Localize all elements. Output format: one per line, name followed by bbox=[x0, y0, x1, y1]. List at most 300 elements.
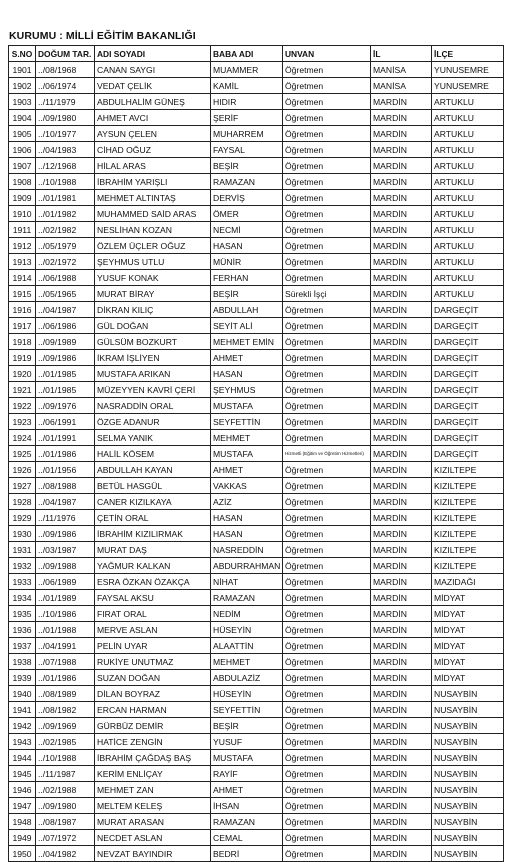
cell-sno: 1927 bbox=[9, 478, 36, 494]
cell-sno: 1922 bbox=[9, 398, 36, 414]
cell-title: Öğretmen bbox=[283, 78, 371, 94]
cell-sno: 1918 bbox=[9, 334, 36, 350]
cell-sno: 1901 bbox=[9, 62, 36, 78]
cell-sno: 1946 bbox=[9, 782, 36, 798]
cell-father-name: SEYFETTİN bbox=[211, 414, 283, 430]
cell-birth-date: ../10/1988 bbox=[36, 750, 95, 766]
institution-title: KURUMU : MİLLİ EĞİTİM BAKANLIĞI bbox=[9, 30, 196, 42]
cell-district: DARGEÇİT bbox=[432, 398, 504, 414]
cell-full-name: İBRAHİM ÇAĞDAŞ BAŞ bbox=[95, 750, 211, 766]
cell-full-name: ŞEYHMUS UTLU bbox=[95, 254, 211, 270]
cell-district: YUNUSEMRE bbox=[432, 62, 504, 78]
cell-birth-date: ../04/1991 bbox=[36, 638, 95, 654]
cell-sno: 1903 bbox=[9, 94, 36, 110]
cell-birth-date: ../11/1976 bbox=[36, 510, 95, 526]
cell-title: Öğretmen bbox=[283, 158, 371, 174]
cell-birth-date: ../11/1987 bbox=[36, 766, 95, 782]
cell-title: Öğretmen bbox=[283, 574, 371, 590]
cell-district: ARTUKLU bbox=[432, 110, 504, 126]
cell-father-name: ABDULAZİZ bbox=[211, 670, 283, 686]
cell-father-name: RAMAZAN bbox=[211, 590, 283, 606]
cell-birth-date: ../09/1989 bbox=[36, 334, 95, 350]
cell-province: MARDİN bbox=[371, 382, 432, 398]
cell-district: MİDYAT bbox=[432, 654, 504, 670]
cell-birth-date: ../02/1988 bbox=[36, 782, 95, 798]
cell-district: ARTUKLU bbox=[432, 158, 504, 174]
cell-title: Öğretmen bbox=[283, 62, 371, 78]
table-row bbox=[9, 430, 504, 446]
cell-father-name: DERVİŞ bbox=[211, 190, 283, 206]
cell-full-name: MEHMET ZAN bbox=[95, 782, 211, 798]
table-row bbox=[9, 158, 504, 174]
cell-province: MARDİN bbox=[371, 302, 432, 318]
cell-birth-date: ../02/1985 bbox=[36, 734, 95, 750]
cell-father-name: AHMET bbox=[211, 782, 283, 798]
cell-title: Öğretmen bbox=[283, 270, 371, 286]
cell-birth-date: ../01/1985 bbox=[36, 366, 95, 382]
cell-sno: 1905 bbox=[9, 126, 36, 142]
table-row bbox=[9, 478, 504, 494]
cell-full-name: HATİCE ZENGİN bbox=[95, 734, 211, 750]
cell-birth-date: ../01/1988 bbox=[36, 622, 95, 638]
cell-sno: 1923 bbox=[9, 414, 36, 430]
cell-province: MARDİN bbox=[371, 558, 432, 574]
cell-full-name: ESRA ÖZKAN ÖZAKÇA bbox=[95, 574, 211, 590]
table-header-row bbox=[9, 46, 504, 62]
cell-title: Sürekli İşçi bbox=[283, 286, 371, 302]
cell-sno: 1930 bbox=[9, 526, 36, 542]
cell-district: ARTUKLU bbox=[432, 254, 504, 270]
cell-birth-date: ../01/1981 bbox=[36, 190, 95, 206]
table-row bbox=[9, 574, 504, 590]
cell-birth-date: ../04/1987 bbox=[36, 494, 95, 510]
cell-province: MARDİN bbox=[371, 654, 432, 670]
cell-sno: 1938 bbox=[9, 654, 36, 670]
cell-province: MARDİN bbox=[371, 158, 432, 174]
cell-father-name: AHMET bbox=[211, 462, 283, 478]
cell-full-name: DİKRAN KILIÇ bbox=[95, 302, 211, 318]
cell-father-name: AHMET bbox=[211, 350, 283, 366]
cell-sno: 1934 bbox=[9, 590, 36, 606]
cell-title: Öğretmen bbox=[283, 382, 371, 398]
cell-province: MARDİN bbox=[371, 286, 432, 302]
column-header-birth-date: DOĞUM TAR. bbox=[36, 46, 95, 62]
cell-title: Öğretmen bbox=[283, 654, 371, 670]
table-row bbox=[9, 286, 504, 302]
cell-father-name: ŞEYHMUS bbox=[211, 382, 283, 398]
cell-title: Öğretmen bbox=[283, 302, 371, 318]
cell-district: MİDYAT bbox=[432, 606, 504, 622]
cell-father-name: BEDRİ bbox=[211, 846, 283, 862]
cell-sno: 1908 bbox=[9, 174, 36, 190]
cell-birth-date: ../01/1986 bbox=[36, 670, 95, 686]
cell-province: MARDİN bbox=[371, 222, 432, 238]
cell-title: Öğretmen bbox=[283, 622, 371, 638]
cell-full-name: MELTEM KELEŞ bbox=[95, 798, 211, 814]
cell-title: Öğretmen bbox=[283, 702, 371, 718]
cell-district: DARGEÇİT bbox=[432, 350, 504, 366]
cell-title: Öğretmen bbox=[283, 510, 371, 526]
cell-district: ARTUKLU bbox=[432, 126, 504, 142]
table-row bbox=[9, 702, 504, 718]
cell-title: Öğretmen bbox=[283, 398, 371, 414]
cell-province: MARDİN bbox=[371, 254, 432, 270]
cell-full-name: GÜRBÜZ DEMİR bbox=[95, 718, 211, 734]
cell-birth-date: ../01/1956 bbox=[36, 462, 95, 478]
cell-title: Öğretmen bbox=[283, 366, 371, 382]
table-row bbox=[9, 814, 504, 830]
cell-birth-date: ../08/1968 bbox=[36, 62, 95, 78]
cell-district: DARGEÇİT bbox=[432, 302, 504, 318]
cell-full-name: ABDULHALİM GÜNEŞ bbox=[95, 94, 211, 110]
cell-district: DARGEÇİT bbox=[432, 318, 504, 334]
cell-sno: 1949 bbox=[9, 830, 36, 846]
cell-sno: 1925 bbox=[9, 446, 36, 462]
cell-province: MARDİN bbox=[371, 126, 432, 142]
cell-sno: 1929 bbox=[9, 510, 36, 526]
cell-district: MİDYAT bbox=[432, 670, 504, 686]
cell-district: ARTUKLU bbox=[432, 222, 504, 238]
cell-province: MARDİN bbox=[371, 686, 432, 702]
cell-full-name: NESLİHAN KOZAN bbox=[95, 222, 211, 238]
cell-birth-date: ../01/1985 bbox=[36, 382, 95, 398]
cell-birth-date: ../06/1989 bbox=[36, 574, 95, 590]
cell-full-name: PELİN UYAR bbox=[95, 638, 211, 654]
cell-father-name: HASAN bbox=[211, 510, 283, 526]
cell-birth-date: ../05/1965 bbox=[36, 286, 95, 302]
cell-sno: 1937 bbox=[9, 638, 36, 654]
table-row bbox=[9, 734, 504, 750]
cell-father-name: VAKKAS bbox=[211, 478, 283, 494]
cell-birth-date: ../10/1986 bbox=[36, 606, 95, 622]
cell-province: MARDİN bbox=[371, 606, 432, 622]
cell-title: Öğretmen bbox=[283, 814, 371, 830]
cell-father-name: BEŞİR bbox=[211, 158, 283, 174]
table-row bbox=[9, 318, 504, 334]
cell-district: NUSAYBİN bbox=[432, 750, 504, 766]
cell-title: Öğretmen bbox=[283, 142, 371, 158]
cell-title: Öğretmen bbox=[283, 638, 371, 654]
cell-father-name: ŞERİF bbox=[211, 110, 283, 126]
cell-father-name: RAMAZAN bbox=[211, 174, 283, 190]
cell-birth-date: ../02/1972 bbox=[36, 254, 95, 270]
cell-father-name: MEHMET bbox=[211, 654, 283, 670]
cell-birth-date: ../07/1988 bbox=[36, 654, 95, 670]
cell-sno: 1940 bbox=[9, 686, 36, 702]
cell-district: DARGEÇİT bbox=[432, 334, 504, 350]
cell-sno: 1924 bbox=[9, 430, 36, 446]
table-row bbox=[9, 398, 504, 414]
cell-full-name: AYSUN ÇELEN bbox=[95, 126, 211, 142]
column-header-title: UNVAN bbox=[283, 46, 371, 62]
cell-province: MARDİN bbox=[371, 622, 432, 638]
cell-province: MARDİN bbox=[371, 494, 432, 510]
cell-district: ARTUKLU bbox=[432, 286, 504, 302]
cell-district: MİDYAT bbox=[432, 622, 504, 638]
table-row bbox=[9, 670, 504, 686]
cell-district: NUSAYBİN bbox=[432, 702, 504, 718]
cell-province: MARDİN bbox=[371, 782, 432, 798]
cell-province: MARDİN bbox=[371, 846, 432, 862]
table-row bbox=[9, 590, 504, 606]
cell-full-name: MUHAMMED SAİD ARAS bbox=[95, 206, 211, 222]
cell-sno: 1943 bbox=[9, 734, 36, 750]
cell-province: MARDİN bbox=[371, 238, 432, 254]
cell-full-name: NECDET ASLAN bbox=[95, 830, 211, 846]
cell-district: ARTUKLU bbox=[432, 190, 504, 206]
cell-province: MARDİN bbox=[371, 590, 432, 606]
cell-title: Öğretmen bbox=[283, 606, 371, 622]
cell-title: Öğretmen bbox=[283, 734, 371, 750]
cell-father-name: MEHMET EMİN bbox=[211, 334, 283, 350]
table-row bbox=[9, 94, 504, 110]
column-header-sno: S.NO bbox=[9, 46, 36, 62]
table-row bbox=[9, 510, 504, 526]
cell-province: MARDİN bbox=[371, 526, 432, 542]
cell-father-name: MUSTAFA bbox=[211, 750, 283, 766]
table-row bbox=[9, 686, 504, 702]
cell-province: MARDİN bbox=[371, 94, 432, 110]
cell-title: Öğretmen bbox=[283, 718, 371, 734]
cell-title: Öğretmen bbox=[283, 846, 371, 862]
cell-province: MARDİN bbox=[371, 638, 432, 654]
table-row bbox=[9, 654, 504, 670]
cell-birth-date: ../02/1982 bbox=[36, 222, 95, 238]
cell-province: MARDİN bbox=[371, 798, 432, 814]
cell-district: NUSAYBİN bbox=[432, 846, 504, 862]
cell-father-name: NİHAT bbox=[211, 574, 283, 590]
table-row bbox=[9, 110, 504, 126]
cell-district: KIZILTEPE bbox=[432, 478, 504, 494]
cell-birth-date: ../09/1980 bbox=[36, 798, 95, 814]
cell-birth-date: ../09/1986 bbox=[36, 526, 95, 542]
cell-province: MARDİN bbox=[371, 110, 432, 126]
column-header-father-name: BABA ADI bbox=[211, 46, 283, 62]
cell-title: Öğretmen bbox=[283, 798, 371, 814]
column-header-full-name: ADI SOYADI bbox=[95, 46, 211, 62]
cell-birth-date: ../06/1988 bbox=[36, 270, 95, 286]
cell-father-name: NEDİM bbox=[211, 606, 283, 622]
table-row bbox=[9, 782, 504, 798]
cell-father-name: ALAATTİN bbox=[211, 638, 283, 654]
cell-title: Öğretmen bbox=[283, 334, 371, 350]
cell-full-name: BETÜL HASGÜL bbox=[95, 478, 211, 494]
cell-district: MİDYAT bbox=[432, 638, 504, 654]
cell-sno: 1928 bbox=[9, 494, 36, 510]
cell-father-name: MUSTAFA bbox=[211, 446, 283, 462]
cell-title: Öğretmen bbox=[283, 478, 371, 494]
cell-full-name: CİHAD OĞUZ bbox=[95, 142, 211, 158]
cell-full-name: İKRAM İŞLİYEN bbox=[95, 350, 211, 366]
cell-father-name: HÜSEYİN bbox=[211, 622, 283, 638]
cell-district: ARTUKLU bbox=[432, 94, 504, 110]
cell-district: MAZIDAĞI bbox=[432, 574, 504, 590]
cell-title: Öğretmen bbox=[283, 222, 371, 238]
cell-title: Öğretmen bbox=[283, 414, 371, 430]
cell-title: Öğretmen bbox=[283, 590, 371, 606]
cell-full-name: FAYSAL AKSU bbox=[95, 590, 211, 606]
cell-father-name: MÜNİR bbox=[211, 254, 283, 270]
cell-district: NUSAYBİN bbox=[432, 686, 504, 702]
table-row bbox=[9, 78, 504, 94]
cell-full-name: ÖZGE ADANUR bbox=[95, 414, 211, 430]
cell-district: ARTUKLU bbox=[432, 174, 504, 190]
cell-district: DARGEÇİT bbox=[432, 446, 504, 462]
cell-province: MARDİN bbox=[371, 750, 432, 766]
cell-sno: 1931 bbox=[9, 542, 36, 558]
cell-father-name: MUSTAFA bbox=[211, 398, 283, 414]
cell-birth-date: ../10/1988 bbox=[36, 174, 95, 190]
cell-sno: 1913 bbox=[9, 254, 36, 270]
cell-birth-date: ../06/1974 bbox=[36, 78, 95, 94]
cell-father-name: CEMAL bbox=[211, 830, 283, 846]
cell-full-name: MERVE ASLAN bbox=[95, 622, 211, 638]
cell-district: NUSAYBİN bbox=[432, 798, 504, 814]
cell-full-name: NEVZAT BAYINDIR bbox=[95, 846, 211, 862]
cell-birth-date: ../12/1968 bbox=[36, 158, 95, 174]
column-header-province: İL bbox=[371, 46, 432, 62]
cell-title: Öğretmen bbox=[283, 766, 371, 782]
cell-province: MARDİN bbox=[371, 462, 432, 478]
cell-full-name: FIRAT ORAL bbox=[95, 606, 211, 622]
cell-birth-date: ../01/1986 bbox=[36, 446, 95, 462]
cell-birth-date: ../01/1982 bbox=[36, 206, 95, 222]
cell-full-name: MURAT DAŞ bbox=[95, 542, 211, 558]
cell-full-name: NASRADDİN ORAL bbox=[95, 398, 211, 414]
table-row bbox=[9, 334, 504, 350]
cell-father-name: FAYSAL bbox=[211, 142, 283, 158]
table-row bbox=[9, 190, 504, 206]
cell-district: KIZILTEPE bbox=[432, 494, 504, 510]
cell-title: Öğretmen bbox=[283, 174, 371, 190]
cell-district: NUSAYBİN bbox=[432, 830, 504, 846]
cell-sno: 1947 bbox=[9, 798, 36, 814]
cell-sno: 1920 bbox=[9, 366, 36, 382]
cell-father-name: ÖMER bbox=[211, 206, 283, 222]
cell-district: DARGEÇİT bbox=[432, 414, 504, 430]
cell-birth-date: ../09/1980 bbox=[36, 110, 95, 126]
cell-father-name: HASAN bbox=[211, 238, 283, 254]
cell-sno: 1935 bbox=[9, 606, 36, 622]
cell-full-name: KERİM ENLİÇAY bbox=[95, 766, 211, 782]
cell-district: NUSAYBİN bbox=[432, 734, 504, 750]
table-row bbox=[9, 302, 504, 318]
cell-title: Öğretmen bbox=[283, 830, 371, 846]
cell-father-name: SEYİT ALİ bbox=[211, 318, 283, 334]
cell-father-name: BEŞİR bbox=[211, 286, 283, 302]
cell-sno: 1910 bbox=[9, 206, 36, 222]
cell-father-name: HÜSEYİN bbox=[211, 686, 283, 702]
cell-province: MANİSA bbox=[371, 62, 432, 78]
table-row bbox=[9, 846, 504, 862]
cell-sno: 1906 bbox=[9, 142, 36, 158]
cell-title: Öğretmen bbox=[283, 126, 371, 142]
cell-birth-date: ../11/1979 bbox=[36, 94, 95, 110]
cell-father-name: ABDULLAH bbox=[211, 302, 283, 318]
cell-district: YUNUSEMRE bbox=[432, 78, 504, 94]
table-row bbox=[9, 62, 504, 78]
cell-title: Öğretmen bbox=[283, 462, 371, 478]
table-row bbox=[9, 222, 504, 238]
cell-birth-date: ../04/1983 bbox=[36, 142, 95, 158]
cell-full-name: ABDULLAH KAYAN bbox=[95, 462, 211, 478]
cell-sno: 1912 bbox=[9, 238, 36, 254]
cell-father-name: NECMİ bbox=[211, 222, 283, 238]
cell-province: MARDİN bbox=[371, 190, 432, 206]
cell-title: Öğretmen bbox=[283, 206, 371, 222]
cell-title: Öğretmen bbox=[283, 318, 371, 334]
table-row bbox=[9, 542, 504, 558]
cell-title: Öğretmen bbox=[283, 190, 371, 206]
cell-father-name: NASREDDİN bbox=[211, 542, 283, 558]
personnel-table bbox=[8, 45, 504, 862]
table-row bbox=[9, 766, 504, 782]
table-row bbox=[9, 494, 504, 510]
cell-full-name: MUSTAFA ARIKAN bbox=[95, 366, 211, 382]
cell-district: KIZILTEPE bbox=[432, 526, 504, 542]
cell-birth-date: ../06/1991 bbox=[36, 414, 95, 430]
table-row bbox=[9, 830, 504, 846]
table-row bbox=[9, 254, 504, 270]
cell-full-name: YUSUF KONAK bbox=[95, 270, 211, 286]
cell-sno: 1902 bbox=[9, 78, 36, 94]
cell-province: MARDİN bbox=[371, 702, 432, 718]
cell-province: MARDİN bbox=[371, 734, 432, 750]
cell-full-name: ÇETİN ORAL bbox=[95, 510, 211, 526]
cell-province: MARDİN bbox=[371, 718, 432, 734]
cell-full-name: DİLAN BOYRAZ bbox=[95, 686, 211, 702]
cell-province: MARDİN bbox=[371, 174, 432, 190]
cell-birth-date: ../04/1982 bbox=[36, 846, 95, 862]
cell-district: DARGEÇİT bbox=[432, 382, 504, 398]
cell-title: Öğretmen bbox=[283, 526, 371, 542]
cell-district: KIZILTEPE bbox=[432, 510, 504, 526]
cell-birth-date: ../04/1987 bbox=[36, 302, 95, 318]
cell-province: MARDİN bbox=[371, 366, 432, 382]
cell-province: MARDİN bbox=[371, 318, 432, 334]
table-row bbox=[9, 526, 504, 542]
cell-district: NUSAYBİN bbox=[432, 718, 504, 734]
cell-birth-date: ../09/1986 bbox=[36, 350, 95, 366]
cell-title: Öğretmen bbox=[283, 542, 371, 558]
cell-title: Öğretmen bbox=[283, 238, 371, 254]
cell-district: KIZILTEPE bbox=[432, 558, 504, 574]
table-body bbox=[9, 62, 504, 862]
cell-sno: 1917 bbox=[9, 318, 36, 334]
table-row bbox=[9, 366, 504, 382]
cell-father-name: BEŞİR bbox=[211, 718, 283, 734]
cell-full-name: AHMET AVCI bbox=[95, 110, 211, 126]
cell-birth-date: ../06/1986 bbox=[36, 318, 95, 334]
cell-father-name: YUSUF bbox=[211, 734, 283, 750]
cell-province: MARDİN bbox=[371, 446, 432, 462]
cell-district: NUSAYBİN bbox=[432, 814, 504, 830]
cell-title: Öğretmen bbox=[283, 430, 371, 446]
cell-full-name: MEHMET ALTINTAŞ bbox=[95, 190, 211, 206]
cell-father-name: HASAN bbox=[211, 366, 283, 382]
cell-father-name: MUHARREM bbox=[211, 126, 283, 142]
cell-full-name: SUZAN DOĞAN bbox=[95, 670, 211, 686]
table-row bbox=[9, 270, 504, 286]
cell-full-name: İBRAHİM KIZILIRMAK bbox=[95, 526, 211, 542]
cell-province: MARDİN bbox=[371, 510, 432, 526]
cell-father-name: HASAN bbox=[211, 526, 283, 542]
cell-district: NUSAYBİN bbox=[432, 782, 504, 798]
cell-full-name: RUKİYE UNUTMAZ bbox=[95, 654, 211, 670]
cell-district: KIZILTEPE bbox=[432, 542, 504, 558]
cell-birth-date: ../08/1987 bbox=[36, 814, 95, 830]
cell-birth-date: ../08/1982 bbox=[36, 702, 95, 718]
